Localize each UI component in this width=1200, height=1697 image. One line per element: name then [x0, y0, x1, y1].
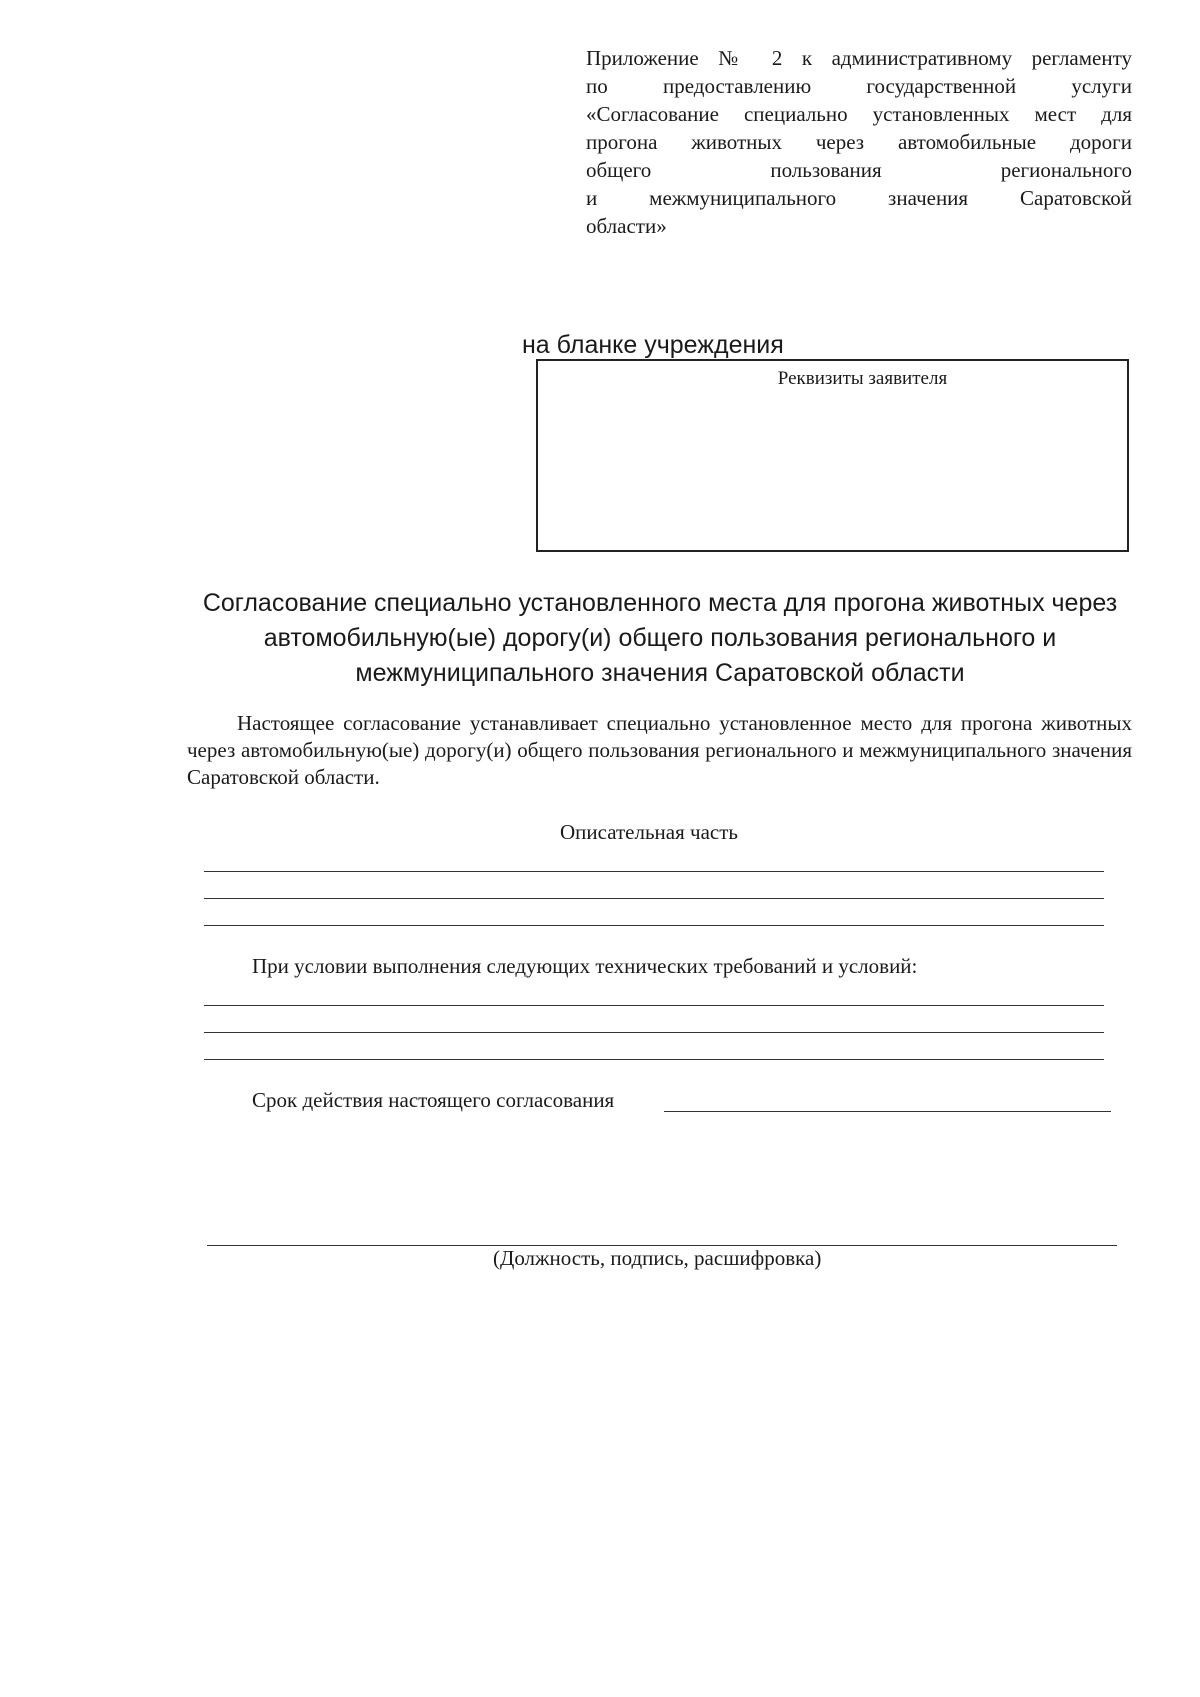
descriptive-fill-line — [204, 871, 1104, 872]
applicant-details-caption: Реквизиты заявителя — [777, 368, 948, 389]
appendix-line: и межмуниципального значения Саратовской — [586, 186, 1132, 210]
appendix-line: по предоставлению государственной услуги — [586, 74, 1132, 98]
title-line: Согласование специально установленного места для прогона животных через — [202, 589, 1118, 617]
conditions-text: При условии выполнения следующих технических требований и условий: — [252, 954, 918, 978]
appendix-line: прогона животных через автомобильные дороги — [586, 130, 1132, 154]
validity-fill-line — [664, 1111, 1111, 1112]
applicant-details-box — [536, 359, 1129, 552]
appendix-line: «Согласование специально установленных мест для — [586, 102, 1132, 126]
descriptive-fill-line — [204, 925, 1104, 926]
validity-label: Срок действия настоящего согласования — [252, 1088, 615, 1112]
appendix-line: общего пользования регионального — [586, 158, 1132, 182]
intro-paragraph: Настоящее согласование устанавливает специально установленное место для прогона животных через автомобильную(ые) дорогу(и) общего пользования регионального и межмуниципального значения Саратовской области. — [187, 711, 1132, 789]
document-title — [180, 586, 1140, 691]
descriptive-fill-line — [204, 898, 1104, 899]
appendix-header — [586, 44, 1132, 240]
title-line: межмуниципального значения Саратовской области — [355, 659, 965, 687]
conditions-fill-line — [204, 1005, 1104, 1006]
conditions-fill-line — [204, 1059, 1104, 1060]
letterhead-note: на бланке учреждения — [522, 331, 784, 359]
signature-caption: (Должность, подпись, расшифровка) — [493, 1246, 822, 1270]
appendix-line: области» — [586, 214, 667, 238]
descriptive-section-heading: Описательная часть — [560, 820, 738, 844]
title-line: автомобильную(ые) дорогу(и) общего пользования регионального и — [263, 624, 1057, 652]
appendix-line: Приложение № 2 к административному регламенту — [586, 46, 1132, 70]
conditions-fill-line — [204, 1032, 1104, 1033]
